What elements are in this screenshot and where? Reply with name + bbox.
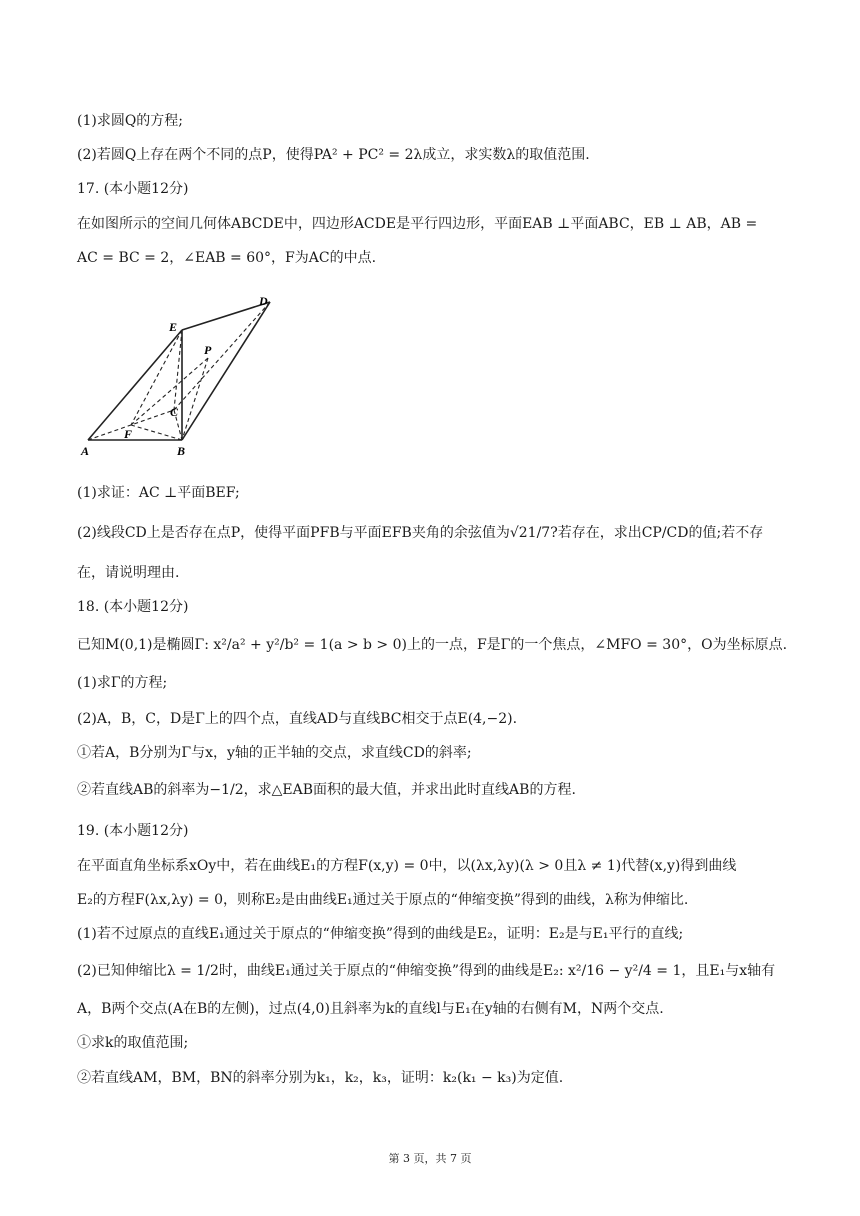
q19-part2-line2: A，B两个交点(A在B的左侧)，过点(4,0)且斜率为k的直线l与E₁在y轴的右侧有M，N两个交点. (77, 1001, 664, 1017)
label-F: F (124, 427, 133, 441)
label-P: P (204, 343, 212, 357)
q18-part2: (2)A，B，C，D是Γ上的四个点，直线AD与直线BC相交于点E(4,−2). (77, 711, 518, 727)
geometry-figure (78, 292, 278, 460)
q17-part1: (1)求证：AC ⊥平面BEF; (77, 485, 240, 501)
q16-part1: (1)求圆Q的方程; (77, 113, 184, 129)
label-A: A (81, 444, 90, 458)
q17-part2-line2: 在，请说明理由. (77, 565, 180, 581)
q19-part2-sub2: ②若直线AM，BM，BN的斜率分别为k₁，k₂，k₃，证明：k₂(k₁ − k₃)为定值. (77, 1070, 564, 1086)
label-D: D (259, 294, 268, 308)
label-C: C (170, 405, 179, 419)
edge-EC (174, 330, 182, 410)
q18-part2-sub2: ②若直线AB的斜率为−1/2，求△EAB面积的最大值，并求出此时直线AB的方程. (77, 782, 576, 798)
page-footer: 第 3 页，共 7 页 (388, 1152, 472, 1165)
q18-header: 18. (本小题12分) (77, 599, 189, 615)
edge-ED (182, 302, 270, 330)
q16-part2: (2)若圆Q上存在两个不同的点P，使得PA² + PC² = 2λ成立，求实数λ的取值范围. (77, 147, 590, 163)
q19-part1: (1)若不过原点的直线E₁通过关于原点的“伸缩变换”得到的曲线是E₂，证明：E₂是与E₁平行的直线; (77, 926, 684, 942)
q19-header: 19. (本小题12分) (77, 823, 189, 839)
q17-stem-line2: AC = BC = 2，∠EAB = 60°，F为AC的中点. (77, 250, 377, 266)
q19-stem-line2: E₂的方程F(λx,λy) = 0，则称E₂是由曲线E₁通过关于原点的“伸缩变换”得到的曲线，λ称为伸缩比. (77, 892, 689, 908)
q19-stem-line1: 在平面直角坐标系xOy中，若在曲线E₁的方程F(x,y) = 0中，以(λx,λy)(λ > 0且λ ≠ 1)代替(x,y)得到曲线 (77, 858, 737, 874)
edge-FB (131, 425, 182, 440)
q17-stem-line1: 在如图所示的空间几何体ABCDE中，四边形ACDE是平行四边形，平面EAB ⊥平面ABC，EB ⊥ AB，AB = (77, 216, 758, 232)
edge-DB (182, 302, 270, 440)
label-E: E (169, 320, 178, 334)
label-B: B (177, 444, 186, 458)
q18-part1: (1)求Γ的方程; (77, 675, 168, 691)
edge-PB (182, 358, 208, 440)
q17-part2-line1: (2)线段CD上是否存在点P，使得平面PFB与平面EFB夹角的余弦值为√21/7?若存在，求出CP/CD的值;若不存 (77, 525, 764, 541)
q18-part2-sub1: ①若A，B分别为Γ与x，y轴的正半轴的交点，求直线CD的斜率; (77, 745, 472, 761)
q19-part2-line1: (2)已知伸缩比λ = 1/2时，曲线E₁通过关于原点的“伸缩变换”得到的曲线是E₂: x²/16 − y²/4 = 1，且E₁与x轴有 (77, 963, 776, 979)
q18-stem: 已知M(0,1)是椭圆Γ: x²/a² + y²/b² = 1(a > b > 0)上的一点，F是Γ的一个焦点，∠MFO = 30°，O为坐标原点. (77, 637, 788, 653)
q17-header: 17. (本小题12分) (77, 181, 189, 197)
q19-part2-sub1: ①求k的取值范围; (77, 1035, 189, 1051)
edge-CD (174, 302, 270, 410)
